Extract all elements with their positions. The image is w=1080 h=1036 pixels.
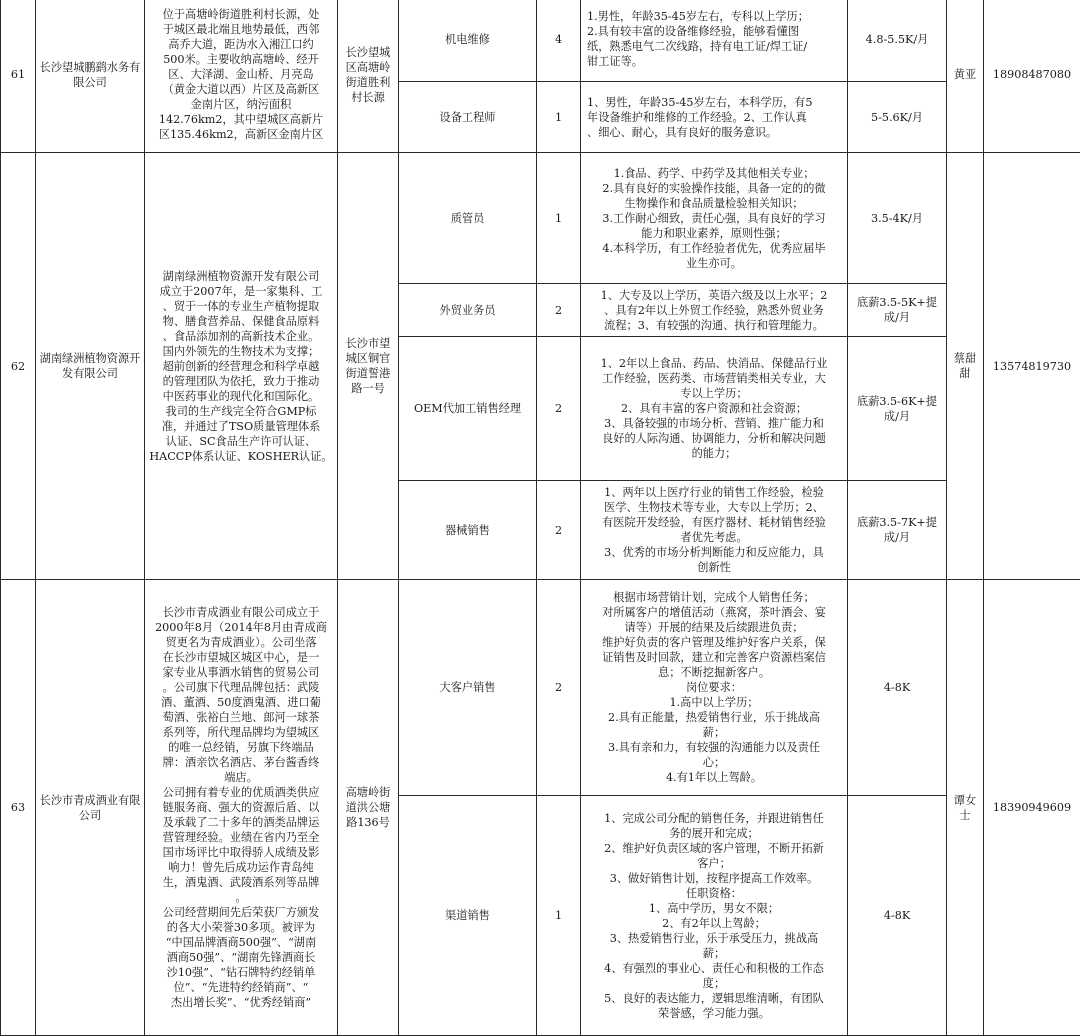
company-intro [145, 153, 338, 580]
text-line: 准，并通过了TSO质量管理体系 [149, 419, 333, 434]
text-line: “中国品牌酒商500强”、“湖南 [149, 935, 333, 950]
text-line: 纸，熟悉电气二次线路，持有电工证/焊工证/ [587, 39, 841, 54]
text-line: 萄酒、张裕白兰地、郎河一球茶 [149, 710, 333, 725]
text-line: 1、2年以上食品、药品、快消品、保健品行业 [587, 356, 841, 371]
job-count: 1 [537, 82, 581, 153]
job-count: 2 [537, 284, 581, 337]
work-address: 高塘岭街道洪公塘路136号 [338, 580, 399, 1036]
table-row [1, 0, 1080, 82]
text-line: 酒、董酒、50度酒鬼酒、进口葡 [149, 695, 333, 710]
text-line: 区、大泽湖、金山桥、月亮岛 [149, 67, 333, 82]
text-line: 5、良好的表达能力，逻辑思维清晰，有团队 [587, 991, 841, 1006]
text-line: 公司拥有着专业的优质酒类供应 [149, 785, 333, 800]
text-line: 者优先考虑。 [587, 530, 841, 545]
text-line: 认证、SC食品生产许可认证、 [149, 434, 333, 449]
job-requirements [581, 82, 848, 153]
job-position: 质管员 [399, 153, 537, 284]
text-line: 位于高塘岭街道胜利村长源，处 [149, 7, 333, 22]
job-position: 大客户销售 [399, 580, 537, 796]
job-position: 外贸业务员 [399, 284, 537, 337]
text-line: 1、完成公司分配的销售任务，并跟进销售任 [587, 811, 841, 826]
text-line: 的管理团队为依托，致力于推动 [149, 374, 333, 389]
contact-person: 谭女士 [947, 580, 984, 1036]
text-line: 生物操作和食品质量检验相关知识； [587, 196, 841, 211]
text-line: 贸更名为青成酒业）。公司坐落 [149, 635, 333, 650]
contact-person: 黄亚 [947, 0, 984, 153]
job-salary: 5-5.6K/月 [848, 82, 947, 153]
text-line: 医学、生物技术等专业，大专以上学历；2、 [587, 500, 841, 515]
text-line: 端店。 [149, 770, 333, 785]
text-line: 的能力； [587, 446, 841, 461]
text-line: 物、膳食营养品、保健食品原料 [149, 314, 333, 329]
company-name: 长沙市青成酒业有限公司 [36, 580, 145, 1036]
text-line: 工作经验，医药类、市场营销类相关专业，大 [587, 371, 841, 386]
job-requirements [581, 580, 848, 796]
job-salary: 4-8K [848, 796, 947, 1036]
text-line: 岗位要求： [587, 680, 841, 695]
text-line: 客户； [587, 856, 841, 871]
text-line: 4、有强烈的事业心、责任心和积极的工作态 [587, 961, 841, 976]
text-line: 142.76km2，其中望城区高新片 [149, 112, 333, 127]
job-salary: 底薪3.5-5K+提成/月 [848, 284, 947, 337]
text-line: 国内外领先的生物技术为支撑； [149, 344, 333, 359]
job-count: 2 [537, 580, 581, 796]
job-count: 1 [537, 796, 581, 1036]
text-line: 国市场评比中取得骄人成绩及影 [149, 845, 333, 860]
job-position: 器械销售 [399, 481, 537, 580]
text-line: 酒商50强”、“湖南先锋酒商长 [149, 950, 333, 965]
text-line: 1.食品、药学、中药学及其他相关专业； [587, 166, 841, 181]
text-line: 长沙市青成酒业有限公司成立于 [149, 605, 333, 620]
text-line: 专以上学历； [587, 386, 841, 401]
text-line: 位”、“先进特约经销商”、“ [149, 980, 333, 995]
text-line: 3.具有亲和力，有较强的沟通能力以及责任 [587, 740, 841, 755]
text-line: 任职资格： [587, 886, 841, 901]
text-line: 超前创新的经营理念和科学卓越 [149, 359, 333, 374]
contact-phone: 13574819730 [984, 153, 1080, 580]
table-row [1, 153, 1080, 284]
text-line: 4.有1年以上驾龄。 [587, 770, 841, 785]
job-requirements [581, 153, 848, 284]
work-address: 长沙市望城区铜官街道誓港路一号 [338, 153, 399, 580]
text-line: 我司的生产线完全符合GMP标 [149, 404, 333, 419]
text-line: 于城区最北端且地势最低，西邻 [149, 22, 333, 37]
job-position: 机电维修 [399, 0, 537, 82]
text-line: 。 [149, 890, 333, 905]
text-line: 1.高中以上学历； [587, 695, 841, 710]
text-line: 家专业从事酒水销售的贸易公司 [149, 665, 333, 680]
text-line: （黄金大道以西）片区及高新区 [149, 82, 333, 97]
text-line: 。公司旗下代理品牌包括：武陵 [149, 680, 333, 695]
text-line: 1.男性，年龄35-45岁左右，专科以上学历； [587, 9, 841, 24]
job-count: 1 [537, 153, 581, 284]
job-salary: 底薪3.5-7K+提成/月 [848, 481, 947, 580]
job-salary: 4-8K [848, 580, 947, 796]
text-line: 公司经营期间先后荣获厂方颁发 [149, 905, 333, 920]
job-position: OEM代加工销售经理 [399, 337, 537, 481]
text-line: 流程；3、有较强的沟通、执行和管理能力。 [587, 318, 841, 333]
text-line: 度； [587, 976, 841, 991]
text-line: 根据市场营销计划，完成个人销售任务； [587, 590, 841, 605]
text-line: 1、两年以上医疗行业的销售工作经验，检验 [587, 485, 841, 500]
text-line: 、贸于一体的专业生产植物提取 [149, 299, 333, 314]
text-line: 3、热爱销售行业，乐于承受压力，挑战高 [587, 931, 841, 946]
contact-phone: 18908487080 [984, 0, 1080, 153]
text-line: 薪； [587, 946, 841, 961]
contact-person: 蔡甜甜 [947, 153, 984, 580]
text-line: 3.工作耐心细致，责任心强，具有良好的学习 [587, 211, 841, 226]
text-line: 、细心、耐心，具有良好的服务意识。 [587, 125, 841, 140]
text-line: 钳工证等。 [587, 54, 841, 69]
text-line: 营管理经验。业绩在省内乃至全 [149, 830, 333, 845]
text-line: 业生亦可。 [587, 256, 841, 271]
text-line: 系列等，所代理品牌均为望城区 [149, 725, 333, 740]
text-line: 请等）开展的结果及后续跟进负责； [587, 620, 841, 635]
text-line: 的唯一总经销，另旗下终端品 [149, 740, 333, 755]
job-salary: 4.8-5.5K/月 [848, 0, 947, 82]
job-requirements [581, 796, 848, 1036]
text-line: 荣誉感，学习能力强。 [587, 1006, 841, 1021]
job-requirements [581, 284, 848, 337]
text-line: 成立于2007年，是一家集科、工 [149, 284, 333, 299]
text-line: 2.具有较丰富的设备维修经验，能够看懂图 [587, 24, 841, 39]
text-line: 在长沙市望城区城区中心，是一 [149, 650, 333, 665]
contact-phone: 18390949609 [984, 580, 1080, 1036]
text-line: 2、维护好负责区域的客户管理，不断开拓新 [587, 841, 841, 856]
row-number: 61 [1, 0, 36, 153]
text-line: 1、男性，年龄35-45岁左右，本科学历，有5 [587, 95, 841, 110]
company-name: 长沙望城鹏鹞水务有限公司 [36, 0, 145, 153]
text-line: 、食品添加剂的高新技术企业。 [149, 329, 333, 344]
job-requirements [581, 481, 848, 580]
text-line: 务的展开和完成； [587, 826, 841, 841]
text-line: 息；不断挖掘新客户。 [587, 665, 841, 680]
text-line: 2.具有良好的实验操作技能，具备一定的的微 [587, 181, 841, 196]
job-salary: 3.5-4K/月 [848, 153, 947, 284]
text-line: 区135.46km2，高新区金南片区 [149, 127, 333, 142]
text-line: HACCP体系认证、KOSHER认证。 [149, 449, 333, 464]
text-line: 年设备维护和维修的工作经验。2、工作认真 [587, 110, 841, 125]
text-line: 证销售及时回款，建立和完善客户资源档案信 [587, 650, 841, 665]
text-line: 维护好负责的客户管理及维护好客户关系，保 [587, 635, 841, 650]
row-number: 62 [1, 153, 36, 580]
job-requirements [581, 337, 848, 481]
job-requirements [581, 0, 848, 82]
job-count: 4 [537, 0, 581, 82]
text-line: 3、具备较强的市场分析、营销、推广能力和 [587, 416, 841, 431]
row-number: 63 [1, 580, 36, 1036]
company-name: 湖南绿洲植物资源开发有限公司 [36, 153, 145, 580]
text-line: 薪； [587, 725, 841, 740]
text-line: 创新性 [587, 560, 841, 575]
text-line: 良好的人际沟通、协调能力，分析和解决问题 [587, 431, 841, 446]
text-line: 高乔大道，距沩水入湘江口约 [149, 37, 333, 52]
text-line: 1、大专及以上学历，英语六级及以上水平；2 [587, 288, 841, 303]
text-line: 、具有2年以上外贸工作经验，熟悉外贸业务 [587, 303, 841, 318]
work-address: 长沙望城区高塘岭街道胜利村长源 [338, 0, 399, 153]
text-line: 杰出增长奖”、“优秀经销商” [149, 995, 333, 1010]
text-line: 湖南绿洲植物资源开发有限公司 [149, 269, 333, 284]
text-line: 4.本科学历，有工作经验者优先，优秀应届毕 [587, 241, 841, 256]
text-line: 500米。主要收纳高塘岭、经开 [149, 52, 333, 67]
table-row [1, 580, 1080, 796]
job-salary: 底薪3.5-6K+提成/月 [848, 337, 947, 481]
job-count: 2 [537, 337, 581, 481]
text-line: 3、做好销售计划，按程序提高工作效率。 [587, 871, 841, 886]
job-position: 渠道销售 [399, 796, 537, 1036]
company-intro [145, 0, 338, 153]
text-line: 3、优秀的市场分析判断能力和反应能力，具 [587, 545, 841, 560]
text-line: 2000年8月（2014年8月由青成商 [149, 620, 333, 635]
text-line: 有医院开发经验，有医疗器材、耗材销售经验 [587, 515, 841, 530]
text-line: 中医药事业的现代化和国际化。 [149, 389, 333, 404]
text-line: 2、具有丰富的客户资源和社会资源； [587, 401, 841, 416]
job-count: 2 [537, 481, 581, 580]
text-line: 能力和职业素养，原则性强； [587, 226, 841, 241]
text-line: 心； [587, 755, 841, 770]
text-line: 及承载了二十多年的酒类品牌运 [149, 815, 333, 830]
text-line: 2.具有正能量，热爱销售行业，乐于挑战高 [587, 710, 841, 725]
text-line: 链服务商、强大的资源后盾、以 [149, 800, 333, 815]
text-line: 沙10强”、“钻石牌特约经销单 [149, 965, 333, 980]
text-line: 牌：酒亲饮名酒店、茅台酱香终 [149, 755, 333, 770]
text-line: 对所属客户的增值活动（燕窝，茶叶酒会、宴 [587, 605, 841, 620]
text-line: 的各大小荣誉30多项。被评为 [149, 920, 333, 935]
job-position: 设备工程师 [399, 82, 537, 153]
company-intro [145, 580, 338, 1036]
text-line: 2、有2年以上驾龄； [587, 916, 841, 931]
text-line: 生，酒鬼酒、武陵酒系列等品牌 [149, 875, 333, 890]
text-line: 金南片区，纳污面积 [149, 97, 333, 112]
text-line: 响力！曾先后成功运作青岛纯 [149, 860, 333, 875]
text-line: 1、高中学历，男女不限； [587, 901, 841, 916]
